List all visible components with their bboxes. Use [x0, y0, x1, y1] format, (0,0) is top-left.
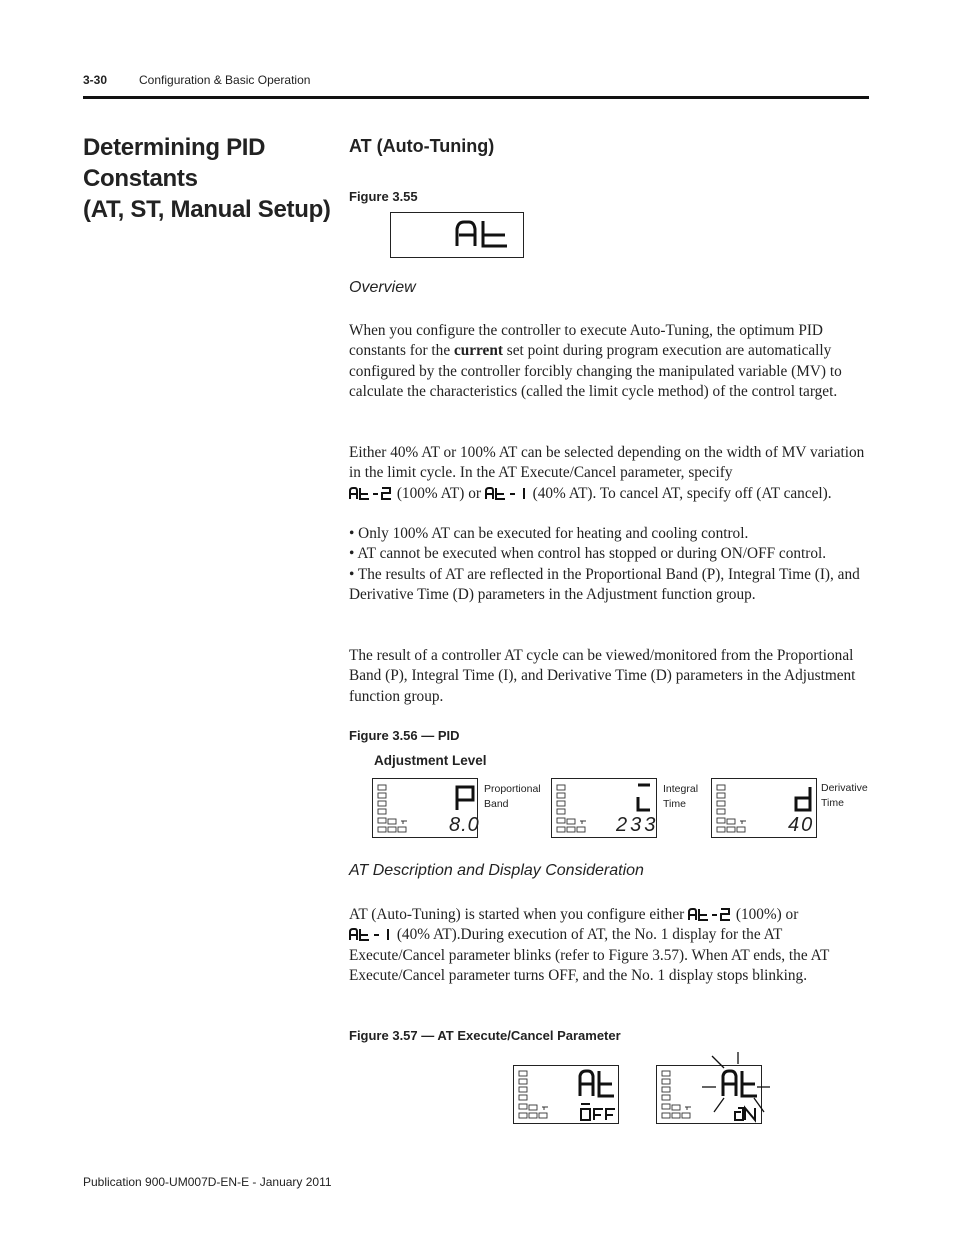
publication-footer: Publication 900-UM007D-EN-E - January 2011 [83, 1175, 332, 1189]
overview-paragraph-1: When you configure the controller to execute Auto-Tuning, the optimum PID constants for the current set point during program execution are automatically configured by the controller forcibly changing the manipulated variable (MV) to calculate the characteristics (called the limit cycle method) of the control target. [349, 322, 842, 400]
bold-current: current [453, 342, 503, 360]
at-1-segment-icon [349, 927, 393, 941]
overview-paragraph-3: The result of a controller AT cycle can be viewed/monitored from the Proportional Band (P), Integral Time (I), and Derivative Time (D) parameters in the Adjustment function group. [349, 647, 856, 705]
pid-display-integral [551, 778, 657, 838]
at-1-segment-icon [485, 486, 529, 500]
section-title: AT (Auto-Tuning) [349, 136, 495, 156]
figure-3-56-label: Figure 3.56 — PID [349, 728, 460, 743]
page-number: 3-30 [83, 73, 108, 87]
side-title [83, 132, 338, 225]
running-header: Configuration & Basic Operation [139, 73, 311, 87]
pid-display-derivative [711, 778, 817, 838]
at-off-display-glyph [514, 1066, 618, 1123]
side-title-line1: Determining PID Constants [83, 134, 266, 192]
at-display-figure [390, 212, 524, 258]
at-2-segment-icon [349, 486, 393, 500]
at-segment-glyph [391, 213, 523, 257]
overview-paragraph-2: Either 40% AT or 100% AT can be selected depending on the width of MV variation in the limit cycle. In the AT Execute/Cancel parameter, specify (100% AT) or (40% AT). To cancel AT, specify off (AT cancel). [349, 444, 865, 502]
adjustment-level-label: Adjustment Level [374, 753, 487, 768]
figure-3-57-label: Figure 3.57 — AT Execute/Cancel Parameter [349, 1028, 621, 1043]
caption-derivative: Derivative Time [821, 782, 868, 809]
header-rule [83, 96, 869, 99]
caption-proportional: Proportional Band [484, 783, 541, 810]
bullet-2: • AT cannot be executed when control has stopped or during ON/OFF control. [349, 545, 827, 563]
blinking-indicator-lines [690, 1050, 780, 1116]
bullet-3: • The results of AT are reflected in the Proportional Band (P), Integral Time (I), and Derivative Time (D) parameters in the Adjustment function group. [349, 565, 860, 603]
side-title-line2: (AT, ST, Manual Setup) [83, 196, 331, 223]
pid-display-proportional [372, 778, 478, 838]
integral-time-value: 233 [616, 814, 659, 836]
caption-integral: Integral Time [663, 783, 699, 810]
at-description-heading: AT Description and Display Consideration [349, 862, 644, 879]
overview-heading: Overview [349, 279, 416, 296]
at-description-paragraph: AT (Auto-Tuning) is started when you configure either (100%) or (40% AT).During execution of AT, the No. 1 display for the AT Execute/Cancel parameter blinks (refer to Figure 3.57). When AT ends, the AT Execute/Cancel parameter turns OFF, and the No. 1 display stops blinking. [349, 906, 830, 984]
at-2-segment-icon [688, 907, 732, 921]
at-execute-display-off [513, 1065, 619, 1124]
bullet-1: • Only 100% AT can be executed for heating and cooling control. [349, 525, 749, 542]
derivative-time-value: 40 [788, 814, 815, 836]
overview-bullets [349, 524, 871, 605]
proportional-band-value: 8.0 [449, 814, 480, 836]
figure-3-55-label: Figure 3.55 [349, 189, 418, 204]
